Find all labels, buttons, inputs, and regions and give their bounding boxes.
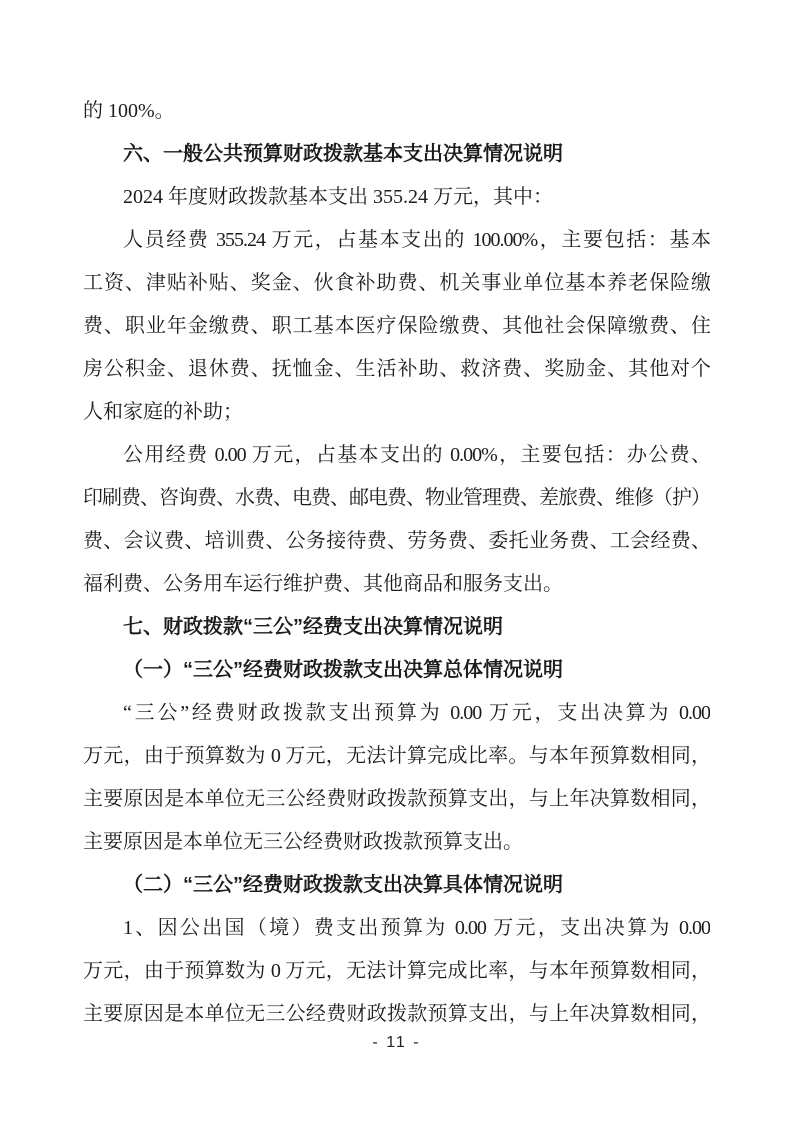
paragraph-line: 万元，由于预算数为 0 万元，无法计算完成比率，与本年预算数相同， <box>83 960 710 982</box>
paragraph-line: 1、因公出国（境）费支出预算为 0.00 万元，支出决算为 0.00 <box>123 917 710 939</box>
paragraph-line: 公用经费 0.00 万元，占基本支出的 0.00%，主要包括：办公费、 <box>123 444 710 466</box>
paragraph-line: 主要原因是本单位无三公经费财政拨款预算支出，与上年决算数相同， <box>83 788 710 810</box>
section-7-sub-1-heading: （一）“三公”经费财政拨款支出决算总体情况说明 <box>123 659 563 681</box>
paragraph-line: 万元，由于预算数为 0 万元，无法计算完成比率。与本年预算数相同， <box>83 745 710 767</box>
paragraph-line: 印刷费、咨询费、水费、电费、邮电费、物业管理费、差旅费、维修（护） <box>83 487 710 509</box>
paragraph-line: 费、会议费、培训费、公务接待费、劳务费、委托业务费、工会经费、 <box>83 530 710 552</box>
section-6-heading: 六、一般公共预算财政拨款基本支出决算情况说明 <box>123 143 563 165</box>
paragraph-line: 费、职业年金缴费、职工基本医疗保险缴费、其他社会保障缴费、住 <box>83 315 710 337</box>
section-7-sub-2-heading: （二）“三公”经费财政拨款支出决算具体情况说明 <box>123 874 563 896</box>
paragraph-line: 人员经费 355.24 万元，占基本支出的 100.00%，主要包括：基本 <box>123 229 710 251</box>
paragraph-line: 主要原因是本单位无三公经费财政拨款预算支出。 <box>83 831 523 853</box>
paragraph-line: 房公积金、退休费、抚恤金、生活补助、救济费、奖励金、其他对个 <box>83 358 710 380</box>
paragraph-line: 主要原因是本单位无三公经费财政拨款预算支出，与上年决算数相同， <box>83 1003 710 1025</box>
paragraph-line: 2024 年度财政拨款基本支出 355.24 万元，其中： <box>123 186 553 208</box>
paragraph-line: 人和家庭的补助； <box>83 401 243 423</box>
paragraph-continuation-line: 的 100%。 <box>83 100 175 122</box>
document-body <box>83 90 710 1036</box>
paragraph-line: 工资、津贴补贴、奖金、伙食补助费、机关事业单位基本养老保险缴 <box>83 272 710 294</box>
section-7-heading: 七、财政拨款“三公”经费支出决算情况说明 <box>123 616 503 638</box>
page-number: - 11 - <box>372 1034 421 1051</box>
paragraph-line: 福利费、公务用车运行维护费、其他商品和服务支出。 <box>83 573 563 595</box>
paragraph-line: “三公”经费财政拨款支出预算为 0.00 万元，支出决算为 0.00 <box>123 702 710 724</box>
